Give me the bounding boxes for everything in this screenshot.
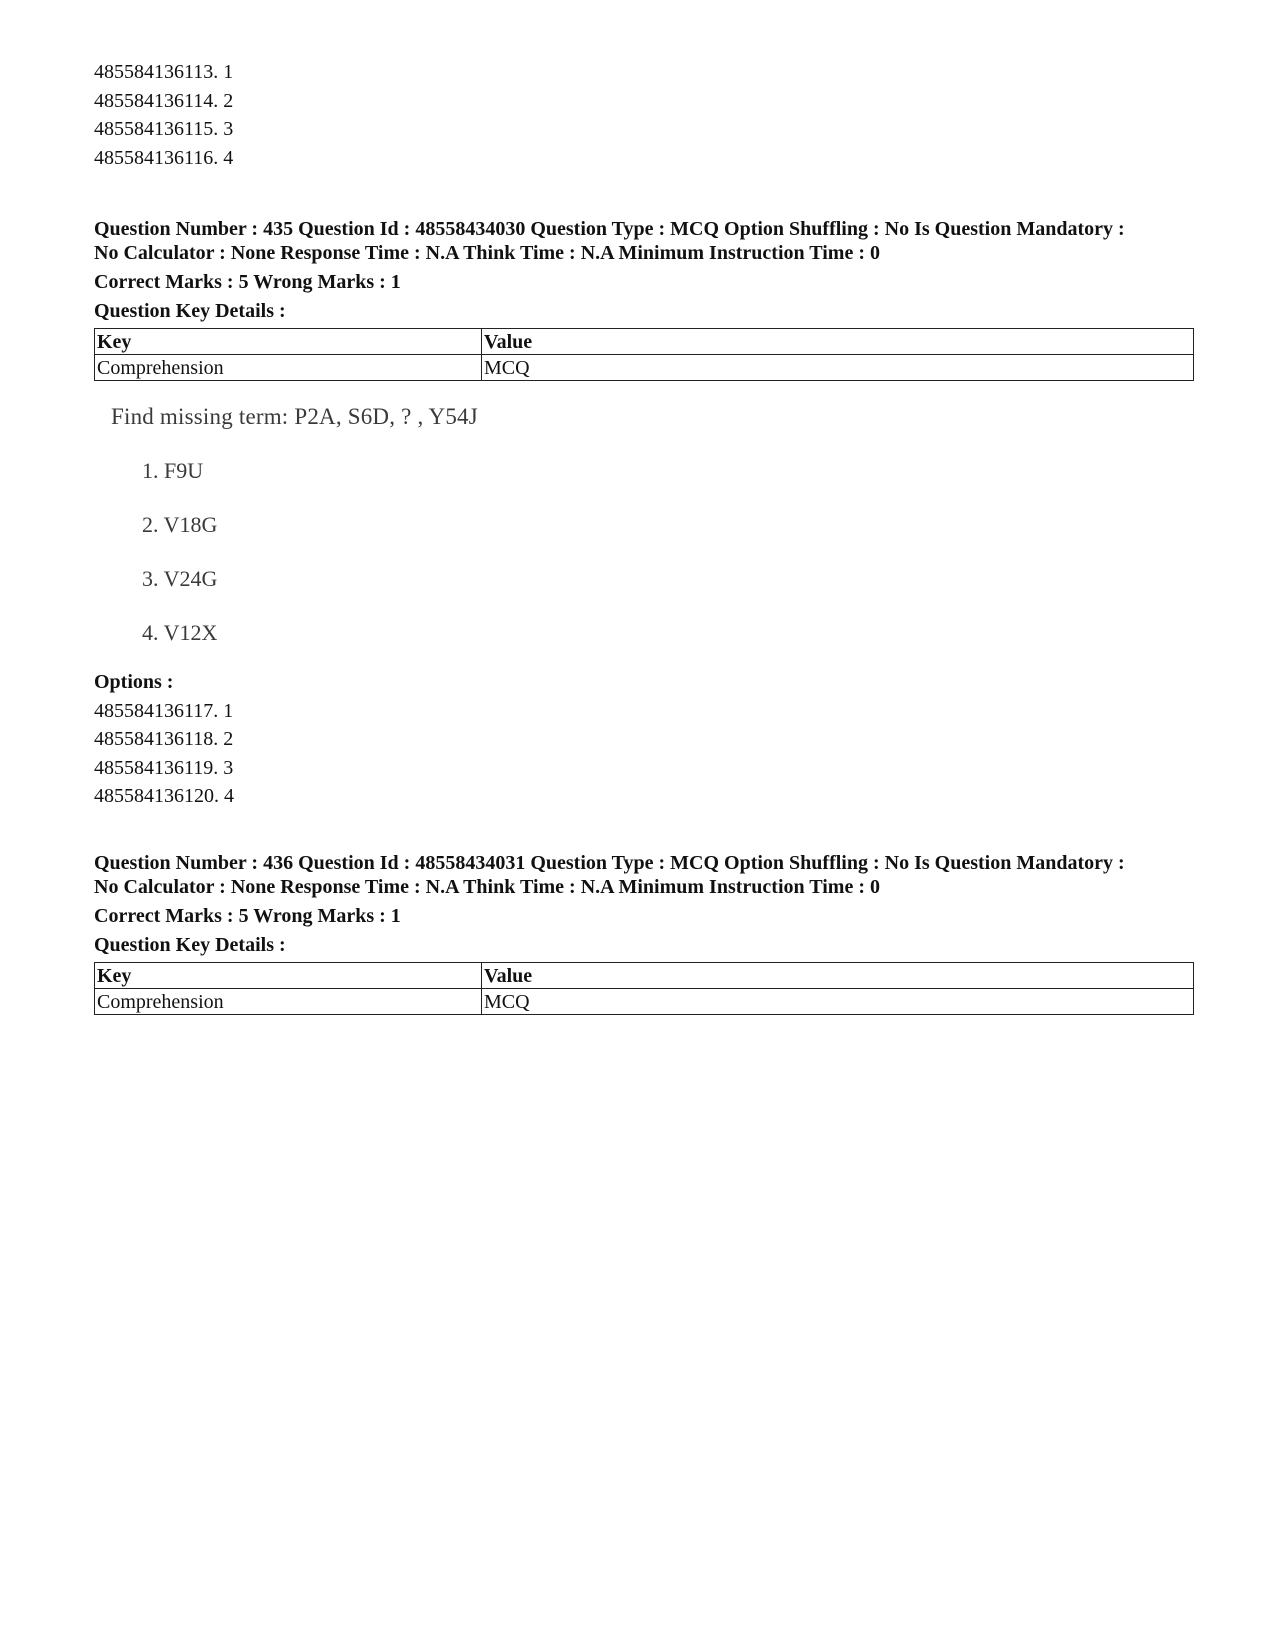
option-line: 485584136115. 3 bbox=[94, 118, 234, 140]
question-436-header-line2: No Calculator : None Response Time : N.A Think Time : N.A Minimum Instruction Time : 0 bbox=[94, 876, 880, 898]
table-cell-value: MCQ bbox=[482, 355, 1194, 381]
question-436-key-details-label: Question Key Details : bbox=[94, 934, 286, 956]
table-cell-key: Comprehension bbox=[95, 989, 482, 1015]
table-header-key: Key bbox=[95, 329, 482, 355]
option-line: 485584136116. 4 bbox=[94, 147, 234, 169]
table-row bbox=[95, 989, 1194, 1015]
question-436-header-line1: Question Number : 436 Question Id : 48558434031 Question Type : MCQ Option Shuffling : No Is Question Mandatory : bbox=[94, 852, 1125, 874]
table-header-value: Value bbox=[482, 329, 1194, 355]
table-header-key: Key bbox=[95, 963, 482, 989]
table-header-row bbox=[95, 329, 1194, 355]
question-435-header bbox=[94, 217, 1194, 265]
question-435-key-table bbox=[94, 328, 1194, 381]
question-435-choice: 1. F9U bbox=[142, 458, 204, 483]
question-436-marks: Correct Marks : 5 Wrong Marks : 1 bbox=[94, 905, 401, 927]
question-435-stem: Find missing term: P2A, S6D, ? , Y54J bbox=[111, 404, 478, 429]
option-line: 485584136120. 4 bbox=[94, 785, 234, 807]
table-header-value: Value bbox=[482, 963, 1194, 989]
question-435-header-line1: Question Number : 435 Question Id : 48558434030 Question Type : MCQ Option Shuffling : No Is Question Mandatory : bbox=[94, 218, 1125, 240]
option-line: 485584136119. 3 bbox=[94, 757, 234, 779]
option-line: 485584136117. 1 bbox=[94, 700, 234, 722]
question-435-choice: 3. V24G bbox=[142, 566, 218, 591]
table-cell-key: Comprehension bbox=[95, 355, 482, 381]
option-line: 485584136118. 2 bbox=[94, 728, 234, 750]
question-435-image bbox=[108, 400, 508, 650]
question-435-marks: Correct Marks : 5 Wrong Marks : 1 bbox=[94, 271, 401, 293]
table-row bbox=[95, 355, 1194, 381]
question-435-choice: 2. V18G bbox=[142, 512, 218, 537]
question-435-key-details-label: Question Key Details : bbox=[94, 300, 286, 322]
option-line: 485584136113. 1 bbox=[94, 61, 234, 83]
table-header-row bbox=[95, 963, 1194, 989]
question-436-header bbox=[94, 851, 1194, 899]
question-436-key-table bbox=[94, 962, 1194, 1015]
option-line: 485584136114. 2 bbox=[94, 90, 234, 112]
question-435-choice: 4. V12X bbox=[142, 620, 218, 645]
question-435-header-line2: No Calculator : None Response Time : N.A Think Time : N.A Minimum Instruction Time : 0 bbox=[94, 242, 880, 264]
table-cell-value: MCQ bbox=[482, 989, 1194, 1015]
question-435-options-label: Options : bbox=[94, 671, 174, 693]
